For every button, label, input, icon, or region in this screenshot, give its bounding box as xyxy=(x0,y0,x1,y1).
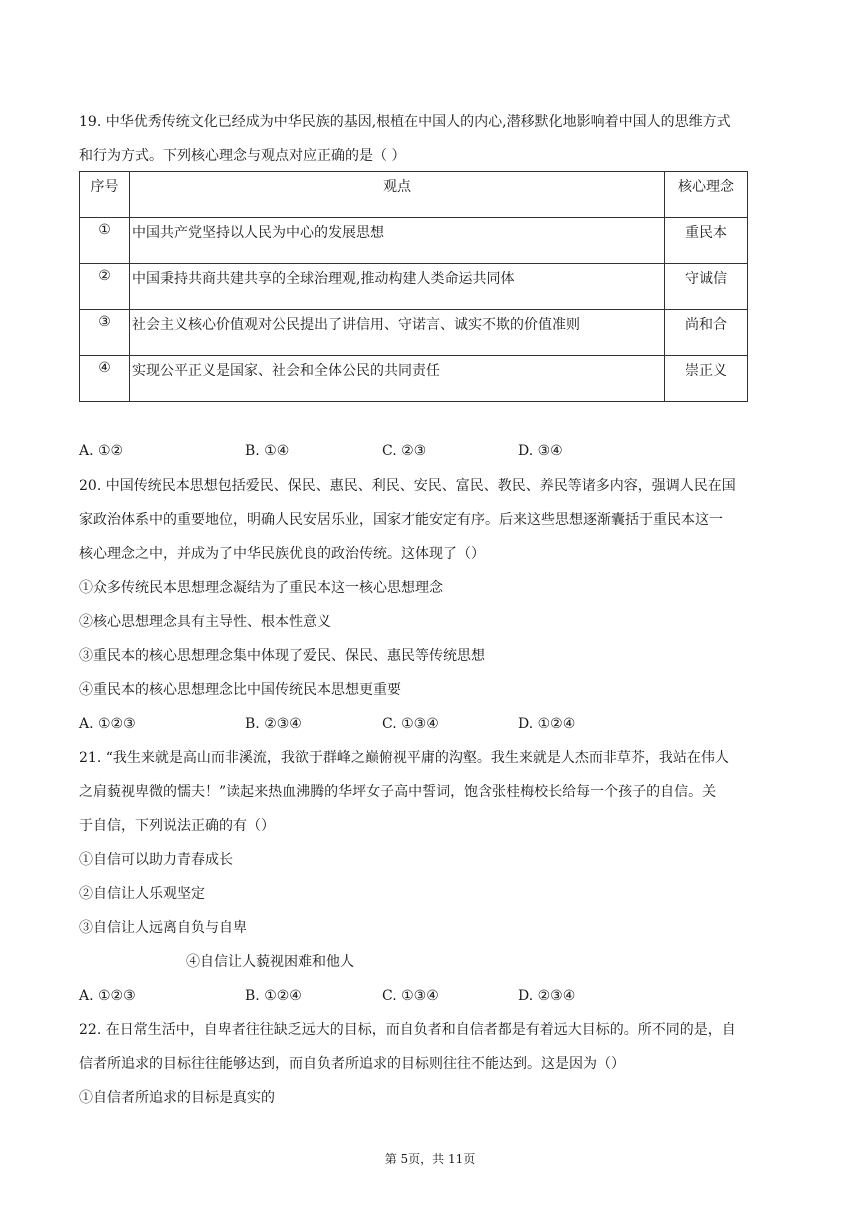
option-d[interactable]: D. ③④ xyxy=(518,443,563,459)
option-c[interactable]: C. ②③ xyxy=(382,443,427,459)
header-number: 序号 xyxy=(80,172,130,218)
row-view: 实现公平正义是国家、社会和全体公民的共同责任 xyxy=(130,356,665,402)
q20-stem-line2: 家政治体系中的重要地位，明确人民安居乐业，国家才能安定有序。后来这些思想逐渐囊括于重民本这一 xyxy=(79,512,723,528)
option-d[interactable]: D. ②③④ xyxy=(518,988,576,1004)
table-row xyxy=(80,356,748,402)
table-row xyxy=(80,310,748,356)
row-number: ④ xyxy=(80,356,130,402)
header-view: 观点 xyxy=(130,172,665,218)
option-a[interactable]: A. ①②③ xyxy=(79,988,136,1004)
option-c[interactable]: C. ①③④ xyxy=(382,988,439,1004)
q20-item-1: ①众多传统民本思想理念凝结为了重民本这一核心思想理念 xyxy=(79,580,443,596)
q21-item-4: ④自信让人藐视困难和他人 xyxy=(186,954,354,970)
q19-stem-line2: 和行为方式。下列核心理念与观点对应正确的是（ ） xyxy=(79,148,406,164)
q20-item-3: ③重民本的核心思想理念集中体现了爱民、保民、惠民等传统思想 xyxy=(79,648,485,664)
option-a[interactable]: A. ①② xyxy=(79,443,124,459)
q21-item-1: ①自信可以助力青春成长 xyxy=(79,852,233,868)
row-view: 社会主义核心价值观对公民提出了讲信用、守诺言、诚实不欺的价值准则 xyxy=(130,310,665,356)
q21-item-3: ③自信让人远离自负与自卑 xyxy=(79,920,247,936)
option-a[interactable]: A. ①②③ xyxy=(79,716,136,732)
q20-item-4: ④重民本的核心思想理念比中国传统民本思想更重要 xyxy=(79,682,401,698)
table-header-row xyxy=(80,172,748,218)
page-footer: 第 5页，共 11页 xyxy=(384,1152,476,1166)
row-view: 中国秉持共商共建共享的全球治理观,推动构建人类命运共同体 xyxy=(130,264,665,310)
q20-stem-line3: 核心理念之中，并成为了中华民族优良的政治传统。这体现了（） xyxy=(79,546,485,562)
q21-stem-line2: 之肩藐视卑微的懦夫！”读起来热血沸腾的华坪女子高中誓词，饱含张桂梅校长给每一个孩子的自信。关 xyxy=(79,784,717,800)
q22-stem-line1: 22. 在日常生活中，自卑者往往缺乏远大的目标，而自负者和自信者都是有着远大目标的。所不同的是，自 xyxy=(79,1022,736,1038)
option-b[interactable]: B. ①②④ xyxy=(245,988,302,1004)
row-number: ③ xyxy=(80,310,130,356)
q20-item-2: ②核心思想理念具有主导性、根本性意义 xyxy=(79,614,331,630)
q21-item-2: ②自信让人乐观坚定 xyxy=(79,886,205,902)
row-view: 中国共产党坚持以人民为中心的发展思想 xyxy=(130,218,665,264)
q19-stem-line1: 19. 中华优秀传统文化已经成为中华民族的基因,根植在中国人的内心,潜移默化地影响着中国人的思维方式 xyxy=(79,114,731,130)
row-number: ① xyxy=(80,218,130,264)
q20-stem-line1: 20. 中国传统民本思想包括爱民、保民、惠民、利民、安民、富民、教民、养民等诸多内容，强调人民在国 xyxy=(79,478,736,494)
q22-stem-line2: 信者所追求的目标往往能够达到，而自负者所追求的目标则往往不能达到。这是因为（） xyxy=(79,1056,625,1072)
option-d[interactable]: D. ①②④ xyxy=(518,716,576,732)
option-b[interactable]: B. ①④ xyxy=(245,443,290,459)
q21-stem-line3: 于自信，下列说法正确的有（） xyxy=(79,818,275,834)
table-row xyxy=(80,264,748,310)
option-c[interactable]: C. ①③④ xyxy=(382,716,439,732)
table-row xyxy=(80,218,748,264)
row-core-concept: 重民本 xyxy=(665,218,748,264)
row-core-concept: 守诚信 xyxy=(665,264,748,310)
q22-item-1: ①自信者所追求的目标是真实的 xyxy=(79,1090,275,1106)
q19-table xyxy=(79,171,748,402)
q21-stem-line1: 21. “我生来就是高山而非溪流，我欲于群峰之巅俯视平庸的沟壑。我生来就是人杰而非草芥，我站在伟人 xyxy=(79,750,729,766)
header-core-concept: 核心理念 xyxy=(665,172,748,218)
row-number: ② xyxy=(80,264,130,310)
option-b[interactable]: B. ②③④ xyxy=(245,716,302,732)
row-core-concept: 尚和合 xyxy=(665,310,748,356)
row-core-concept: 崇正义 xyxy=(665,356,748,402)
